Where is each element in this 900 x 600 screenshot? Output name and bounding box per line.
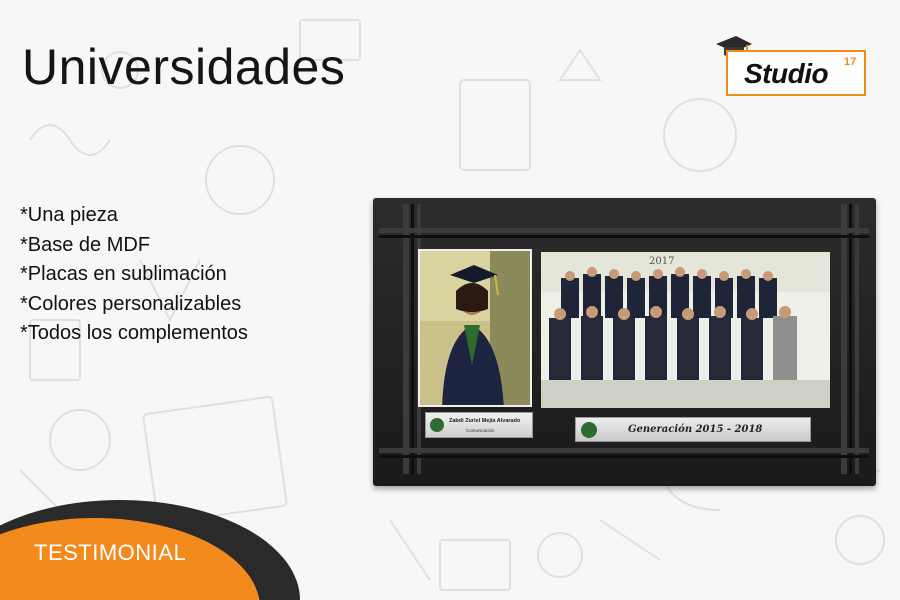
feature-item: *Todos los complementos xyxy=(20,322,248,344)
logo-superscript: 17 xyxy=(844,56,857,68)
group-graduation-photo xyxy=(541,252,830,408)
student-name-plate xyxy=(425,412,533,438)
student-name: Zabdi Zuriel Mejía Alvarado xyxy=(449,418,521,424)
feature-item: *Placas en sublimación xyxy=(20,263,227,285)
logo-name: Studio xyxy=(744,58,829,89)
studio-logo[interactable] xyxy=(714,32,866,96)
feature-item: *Una pieza xyxy=(20,204,118,226)
feature-item: *Base de MDF xyxy=(20,233,151,256)
testimonial-label[interactable]: TESTIMONIAL xyxy=(34,540,187,565)
feature-list xyxy=(20,201,248,349)
group-photo-caption: 2017 xyxy=(649,256,675,267)
generation-text: Generación 2015 - 2018 xyxy=(628,424,763,435)
graduate-portrait-photo xyxy=(418,249,532,407)
institution-logo-icon xyxy=(430,418,444,432)
institution-logo-icon xyxy=(581,422,597,438)
generation-plate xyxy=(575,417,811,442)
feature-item: *Colores personalizables xyxy=(20,292,242,315)
page-title: Universidades xyxy=(22,39,346,95)
student-program: Comunicación xyxy=(466,428,495,433)
